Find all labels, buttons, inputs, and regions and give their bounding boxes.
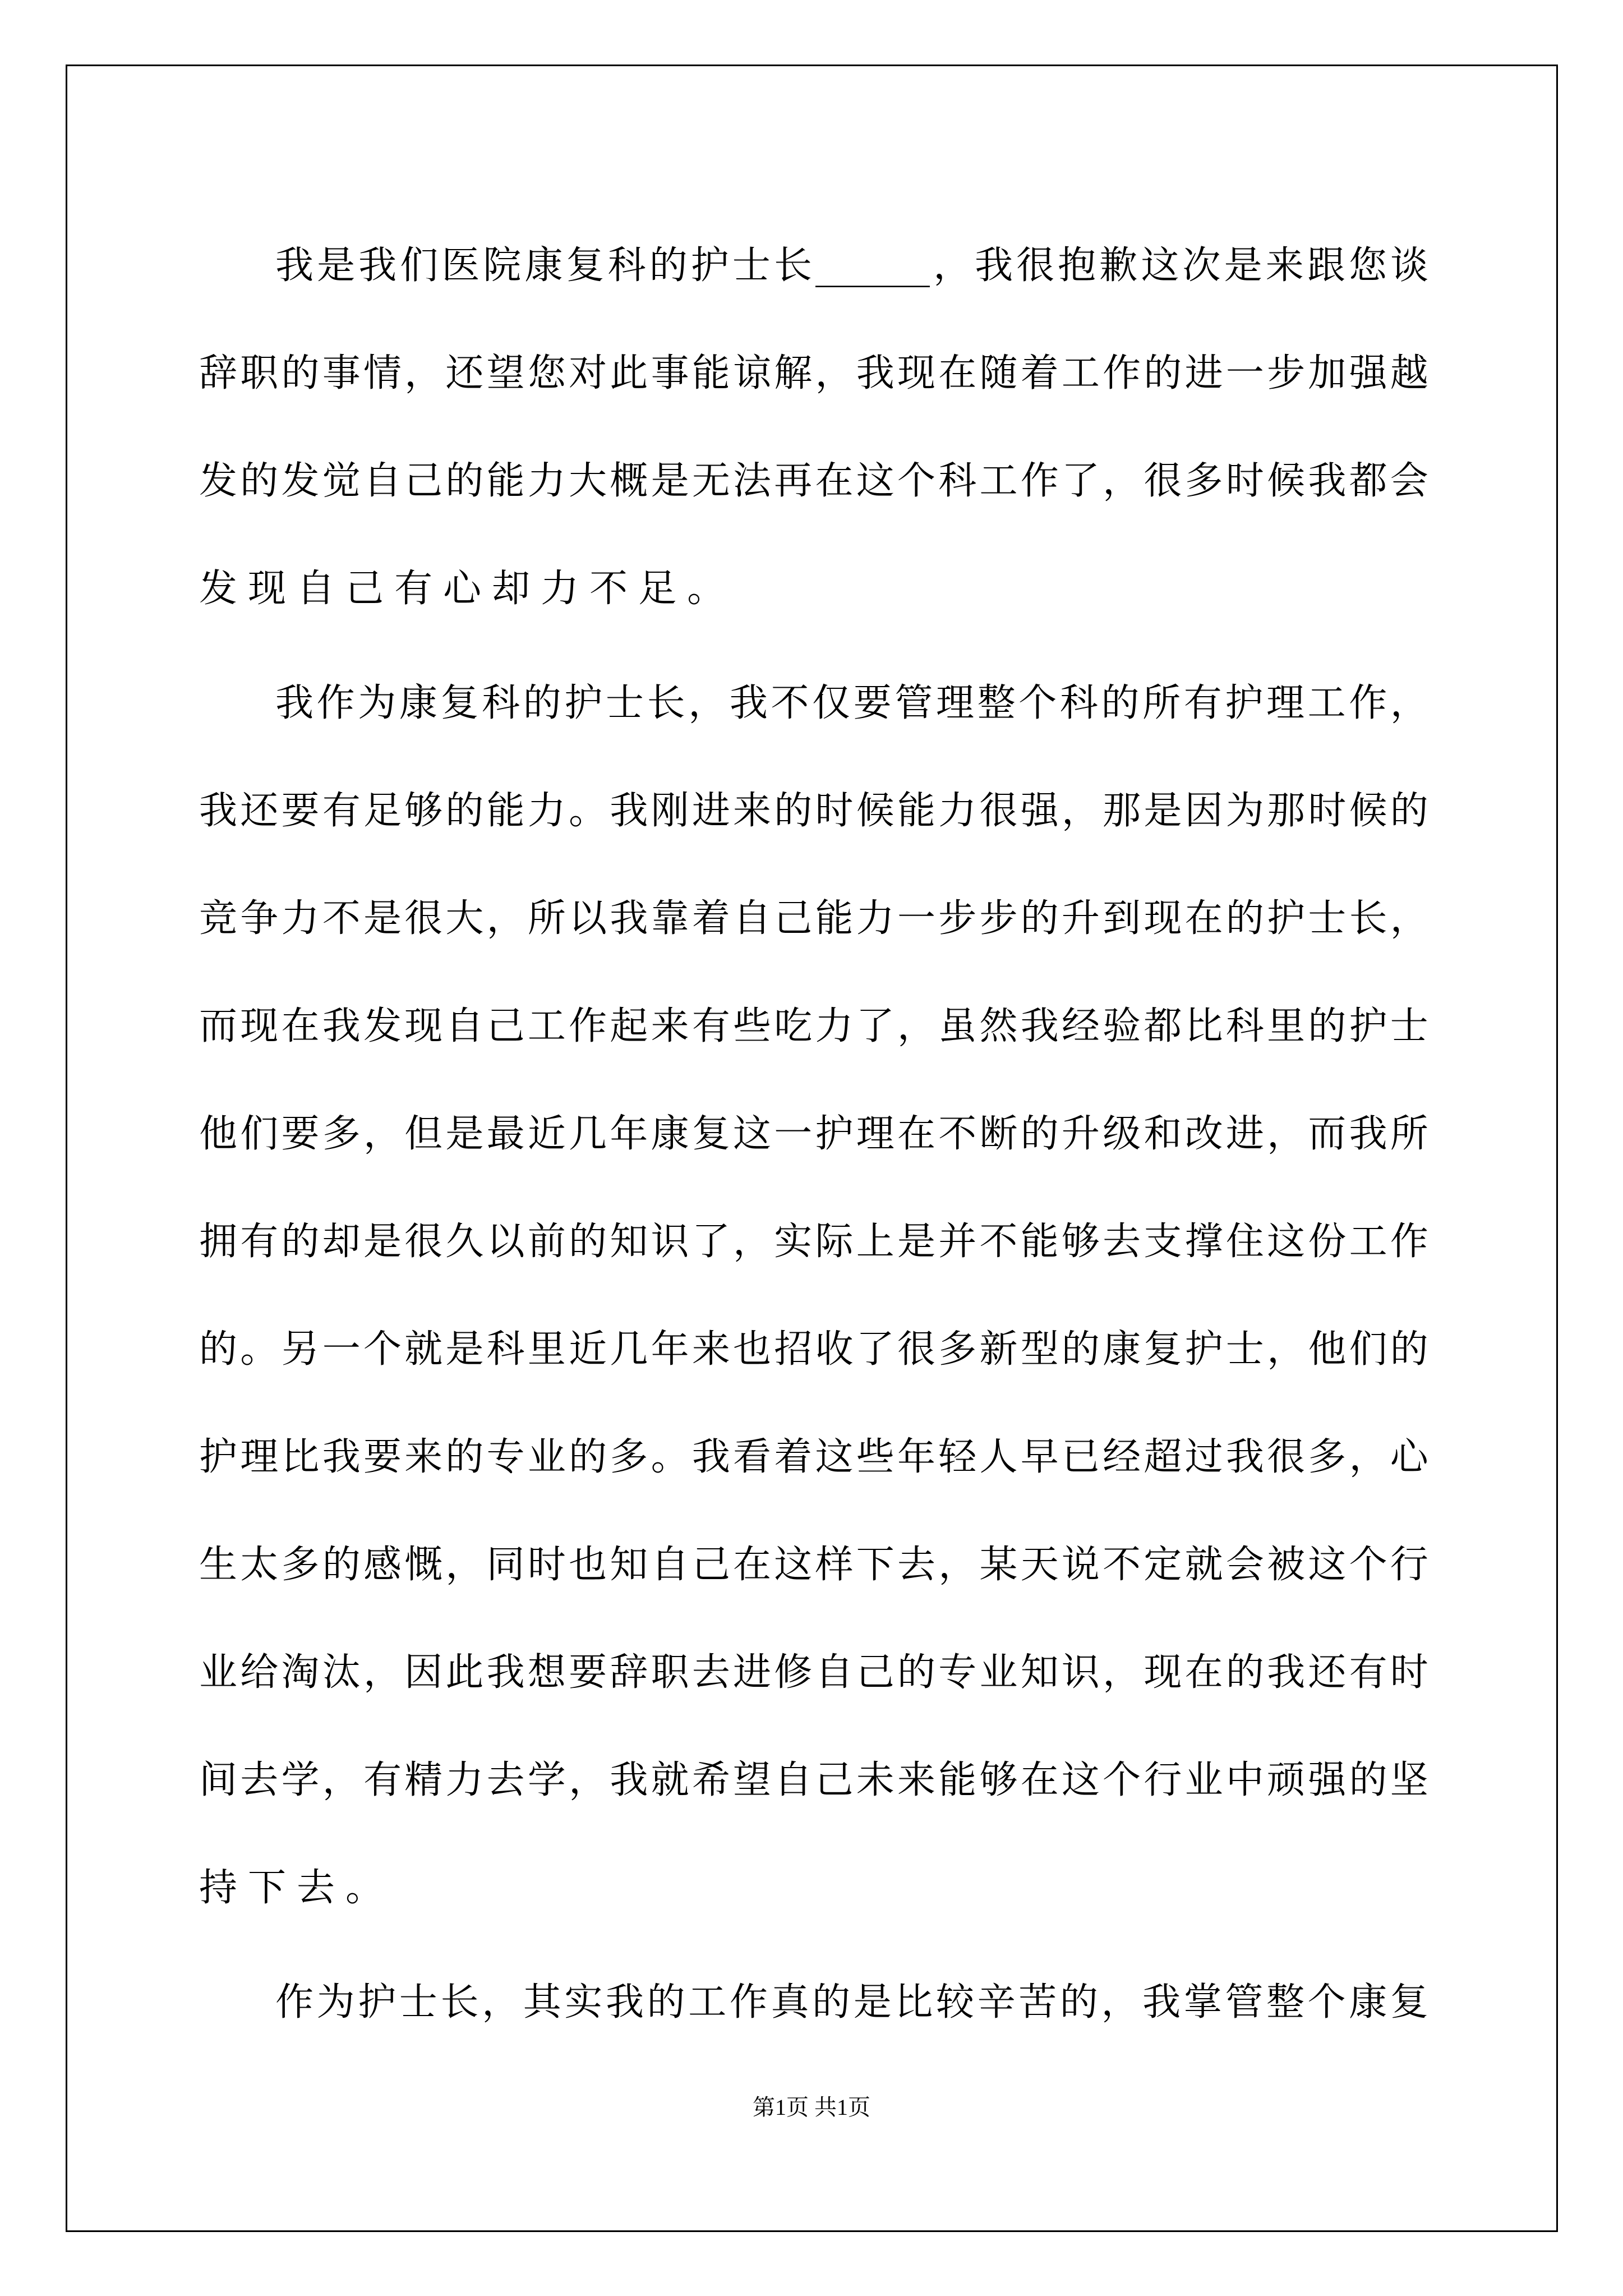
body-line: 而 现 在 我 发 现 自 己 工 作 起 来 有 些 吃 力 了 ， 虽 然 我 经 验 都 比 科 里 的 护 士 (199, 1004, 1428, 1048)
body-line: 竞 争 力 不 是 很 大 ， 所 以 我 靠 着 自 己 能 力 一 步 步 的 升 到 现 在 的 护 士 长 ， (199, 896, 1428, 941)
document-body (199, 212, 1428, 2056)
body-line: 业 给 淘 汰 ， 因 此 我 想 要 辞 职 去 进 修 自 己 的 专 业 知 识 ， 现 在 的 我 还 有 时 (199, 1650, 1428, 1695)
body-line: 发 现 自 己 有 心 却 力 不 足 。 (199, 567, 726, 611)
body-line: 辞 职 的 事 情 ， 还 望 您 对 此 事 能 谅 解 ， 我 现 在 随 着 工 作 的 进 一 步 加 强 越 (199, 351, 1428, 395)
body-line: 的 。 另 一 个 就 是 科 里 近 几 年 来 也 招 收 了 很 多 新 型 的 康 复 护 士 ， 他 们 的 (199, 1327, 1428, 1372)
body-line: 作 为 护 士 长 ， 其 实 我 的 工 作 真 的 是 比 较 辛 苦 的 ， 我 掌 管 整 个 康 复 (275, 1980, 1428, 2024)
body-line: 发 的 发 觉 自 己 的 能 力 大 概 是 无 法 再 在 这 个 科 工 作 了 ， 很 多 时 候 我 都 会 (199, 459, 1428, 503)
body-line: 我 还 要 有 足 够 的 能 力 。 我 刚 进 来 的 时 候 能 力 很 强 ， 那 是 因 为 那 时 候 的 (199, 789, 1428, 833)
body-line: 持 下 去 。 (199, 1866, 384, 1910)
body-line: 我 是 我 们 医 院 康 复 科 的 护 士 长 ______ ， 我 很 抱 歉 这 次 是 来 跟 您 谈 (275, 243, 1428, 288)
body-line: 我 作 为 康 复 科 的 护 士 长 ， 我 不 仅 要 管 理 整 个 科 的 所 有 护 理 工 作 ， (275, 681, 1428, 725)
body-line: 生 太 多 的 感 慨 ， 同 时 也 知 自 己 在 这 样 下 去 ， 某 天 说 不 定 就 会 被 这 个 行 (199, 1543, 1428, 1587)
body-line: 间 去 学 ， 有 精 力 去 学 ， 我 就 希 望 自 己 未 来 能 够 在 这 个 行 业 中 顽 强 的 坚 (199, 1758, 1428, 1802)
body-line: 他 们 要 多 ， 但 是 最 近 几 年 康 复 这 一 护 理 在 不 断 的 升 级 和 改 进 ， 而 我 所 (199, 1112, 1428, 1156)
body-line: 拥 有 的 却 是 很 久 以 前 的 知 识 了 ， 实 际 上 是 并 不 能 够 去 支 撑 住 这 份 工 作 (199, 1220, 1428, 1264)
page-footer: 第1页 共1页 (753, 2095, 870, 2120)
body-line: 护 理 比 我 要 来 的 专 业 的 多 。 我 看 着 这 些 年 轻 人 早 已 经 超 过 我 很 多 ， 心 (199, 1435, 1428, 1479)
